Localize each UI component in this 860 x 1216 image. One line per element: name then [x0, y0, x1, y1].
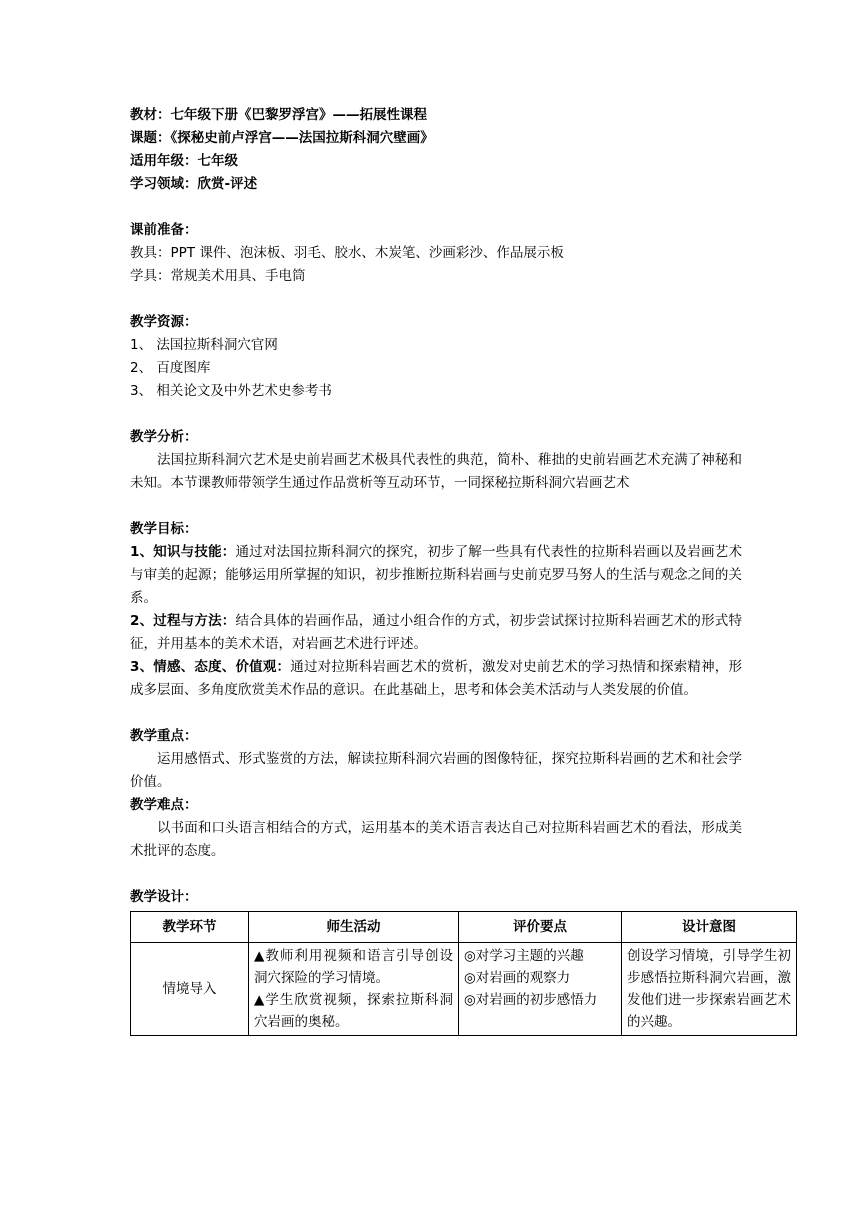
prep-teacher: 教具：PPT 课件、泡沫板、羽毛、胶水、木炭笔、沙画彩沙、作品展示板	[130, 245, 564, 261]
key-point-text: 运用感悟式、形式鉴赏的方法，解读拉斯科洞穴岩画的图像特征，探究拉斯科岩画的艺术和社会学价值。	[130, 751, 742, 790]
activity-item: ▲教师利用视频和语言引导创设洞穴探险的学习情境。	[254, 948, 453, 986]
goal-text: 通过对法国拉斯科洞穴的探究，初步了解一些具有代表性的拉斯科岩画以及岩画艺术与审美的起源；能够运用所掌握的知识，初步推断拉斯科岩画与史前克罗马努人的生活与观念之间的关系。	[130, 544, 742, 606]
table-header-row	[131, 912, 797, 943]
analysis-title: 教学分析：	[130, 429, 198, 445]
difficulty-title: 教学难点：	[130, 797, 198, 813]
column-header-activity: 师生活动	[249, 912, 459, 943]
activity-item: ▲学生欣赏视频，探索拉斯科洞穴岩画的奥秘。	[254, 992, 453, 1030]
teaching-design-table	[130, 911, 797, 1036]
intent-cell: 创设学习情境，引导学生初步感悟拉斯科洞穴岩画，激发他们进一步探索岩画艺术的兴趣。	[622, 943, 797, 1036]
key-point-title: 教学重点：	[130, 728, 198, 744]
evaluation-item: ◎对岩画的初步感悟力	[464, 992, 598, 1008]
goal-label: 1、知识与技能：	[130, 544, 236, 560]
field-label: 学习领域：	[130, 176, 198, 192]
goal-text: 结合具体的岩画作品，通过小组合作的方式，初步尝试探讨拉斯科岩画艺术的形式特征，并用基本的美术术语，对岩画艺术进行评述。	[130, 613, 742, 652]
resource-item: 1、 法国拉斯科洞穴官网	[130, 337, 278, 353]
design-title: 教学设计：	[130, 889, 198, 905]
textbook-line	[130, 104, 742, 127]
goal-text: 通过对拉斯科岩画艺术的赏析，激发对史前艺术的学习热情和探索精神，形成多层面、多角度欣赏美术作品的意识。在此基础上，思考和体会美术活动与人类发展的价值。	[130, 659, 742, 698]
grade-value: 七年级	[197, 153, 238, 169]
resource-item: 2、 百度图库	[130, 360, 211, 376]
column-header-intent: 设计意图	[622, 912, 797, 943]
goal-label: 3、情感、态度、价值观：	[130, 659, 291, 675]
prep-title: 课前准备：	[130, 222, 198, 238]
goal-item-knowledge	[130, 541, 742, 610]
evaluation-item: ◎对岩画的观察力	[464, 970, 571, 986]
evaluation-item: ◎对学习主题的兴趣	[464, 948, 584, 964]
goal-item-process	[130, 610, 742, 656]
prep-student: 学具：常规美术用具、手电筒	[130, 268, 306, 284]
field-line	[130, 173, 742, 196]
evaluation-cell	[459, 943, 622, 1036]
topic-line	[130, 127, 742, 150]
grade-line	[130, 150, 742, 173]
difficulty-text: 以书面和口头语言相结合的方式，运用基本的美术语言表达自己对拉斯科岩画艺术的看法，形成美术批评的态度。	[130, 820, 742, 859]
analysis-text: 法国拉斯科洞穴艺术是史前岩画艺术极具代表性的典范，简朴、稚拙的史前岩画艺术充满了神秘和未知。本节课教师带领学生通过作品赏析等互动环节，一同探秘拉斯科洞穴岩画艺术	[130, 452, 742, 491]
activity-cell	[249, 943, 459, 1036]
column-header-evaluation: 评价要点	[459, 912, 622, 943]
grade-label: 适用年级：	[130, 153, 198, 169]
resource-item: 3、 相关论文及中外艺术史参考书	[130, 383, 332, 399]
resources-title: 教学资源：	[130, 314, 198, 330]
goal-label: 2、过程与方法：	[130, 613, 236, 629]
document-body	[130, 104, 791, 1036]
field-value: 欣赏-评述	[197, 176, 258, 192]
textbook-label: 教材：	[130, 107, 171, 123]
goal-item-emotion	[130, 656, 742, 702]
topic-label: 课题：	[130, 130, 171, 146]
textbook-value: 七年级下册《巴黎罗浮宫》——拓展性课程	[170, 107, 427, 123]
stage-cell: 情境导入	[131, 943, 249, 1036]
table-row	[131, 943, 797, 1036]
topic-value: 《探秘史前卢浮宫——法国拉斯科洞穴壁画》	[170, 130, 434, 146]
goals-title: 教学目标：	[130, 521, 198, 537]
column-header-stage: 教学环节	[131, 912, 249, 943]
